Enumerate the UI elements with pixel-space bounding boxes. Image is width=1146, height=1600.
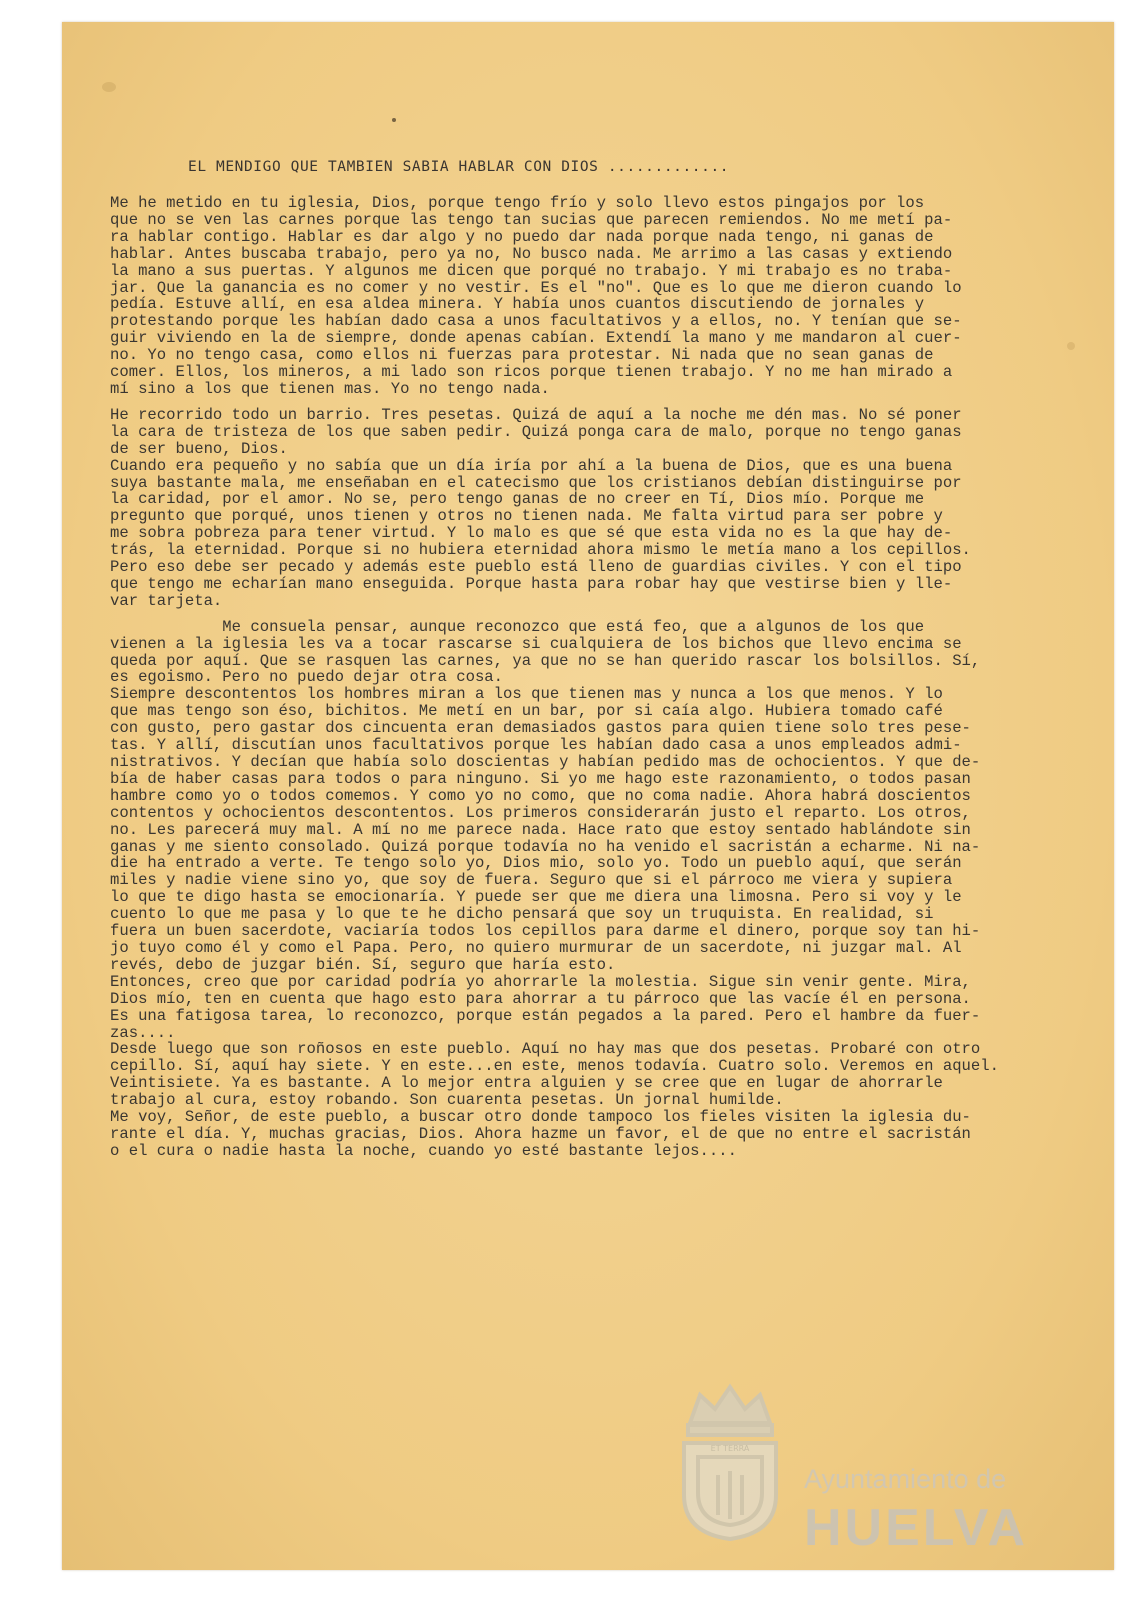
paragraph-2: He recorrido todo un barrio. Tres pesetas. Quizá de aquí a la noche me dén mas. No sé poner la cara de tristeza de los que saben pedir. Quizá ponga cara de malo, porque no tengo ganas de ser bueno, Dios. Cuando era pequeño y no sabía que un día iría por ahí a la buena de Dios, que es una buena suya bastante mala, me enseñaban en el catecismo que los cristianos debían distinguirse por la caridad, por el amor. No se, pero tengo ganas de no creer en Tí, Dios mío. Porque me pregunto que porqué, unos tienen y otros no tienen nada. Me falta virtud para ser pobre y me sobra pobreza para tener virtud. Y lo malo es que sé que esta vida no es la que hay de- trás, la eternidad. Porque si no hubiera eternidad ahora mismo le metía mano a los cepillos. Pero eso debe ser pecado y además este pueblo está lleno de guardias civiles. Y con el tipo que tengo me echarían mano enseguida. Porque hasta para robar hay que vestirse bien y lle- var tarjeta. [110,405,971,610]
paper-stain [102,82,116,92]
seal-motto: ET TERRA [710,1444,750,1453]
watermark-line1: Ayuntamiento de [804,1464,1007,1494]
paper-sheet [62,22,1114,1570]
document-body [110,195,1100,1160]
ink-dot [392,118,396,122]
paragraph-1: Me he metido en tu iglesia, Dios, porque tengo frío y solo llevo estos pingajos por los que no se ven las carnes porque las tengo tan sucias que parecen remiendos. No me metí pa- ra hablar contigo. Hablar es dar algo y no puedo dar nada porque nada tengo, ni ganas de hablar. Antes buscaba trabajo, pero ya no, No busco nada. Me arrimo a las casas y extiendo la mano a sus puertas. Y algunos me dicen que porqué no trabajo. Y mi trabajo es no traba- jar. Que la ganancia es no comer y no vestir. Es el "no". Que es lo que me dieron cuando lo pedía. Estuve allí, en esa aldea minera. Y había unos cuantos discutiendo de jornales y protestando porque les habían dado casa a unos facultativos y a ellos, no. Y tenían que se- guir viviendo en la de siempre, donde apenas cabían. Extendí la mano y me mandaron al cuer- no. Yo no tengo casa, como ellos ni fuerzas para protestar. Ni nada que no sean ganas de comer. Ellos, los mineros, a mi lado son ricos porque tienen trabajo. Y no me han mirado a mí sino a los que tienen mas. Yo no tengo nada. [110,194,962,398]
paragraph-3: Me consuela pensar, aunque reconozco que está feo, que a algunos de los que vienen a la iglesia les va a tocar rascarse si cualquiera de los bichos que llevo encima se queda por aquí. Que se rasquen las carnes, ya que no se han querido rascar los bolsillos. Sí, es egoismo. Pero no puedo dejar otra cosa. Siempre descontentos los hombres miran a los que tienen mas y nunca a los que menos. Y lo que mas tengo son éso, bichitos. Me metí en un bar, por si caía algo. Hubiera tomado café con gusto, pero gastar dos cincuenta eran demasiados gastos para quien tiene solo tres pese- tas. Y allí, discutían unos facultativos porque les habían dado casa a unos empleados admi- nistrativos. Y decían que había solo doscientas y habían pedido mas de ochocientos. Y que de- bía de haber casas para todos o para ninguno. Si yo me hago este razonamiento, o todos pasan hambre como yo o todos comemos. Y como yo no como, que no coma nadie. Ahora habrá doscientos contentos y ochocientos descontentos. Los primeros considerarán justo el reparto. Los otros, no. Les parecerá muy mal. A mí no me parece nada. Hace rato que estoy sentado hablándote sin ganas y me siento consolado. Quizá porque todavía no ha venido el sacristán a echarme. Ni na- die ha entrado a verte. Te tengo solo yo, Dios mio, solo yo. Todo un pueblo aquí, que serán miles y nadie viene sino yo, que soy de fuera. Seguro que si el párroco me viera y supiera lo que te digo hasta se emocionaría. Y puede ser que me diera una limosna. Pero si voy y le cuento lo que me pasa y lo que te he dicho pensará que soy un truquista. En realidad, si fuera un buen sacerdote, vaciaría todos los cepillos para darme el dinero, porque soy tan hi- jo tuyo como él y como el Papa. Pero, no quiero murmurar de un sacerdote, ni juzgar mal. Al revés, debo de juzgar bién. Sí, seguro que haría esto. Entonces, creo que por caridad podría yo ahorrarle la molestia. Sigue sin venir gente. Mira, Dios mío, ten en cuenta que hago esto para ahorrar a tu párroco que las vacíe él en persona. Es una fatigosa tarea, lo reconozco, porque están pegados a la pared. Pero el hambre da fuer- zas.... Desde luego que son roñosos en este pueblo. Aquí no hay mas que dos pesetas. Probaré con otro cepillo. Sí, aquí hay siete. Y en este...en este, menos todavía. Cuatro solo. Veremos en aquel. Veintisiete. Ya es bastante. A lo mejor entra alguien y se cree que en lugar de ahorrarle trabajo al cura, estoy robando. Son cuarenta pesetas. Un jornal humilde. Me voy, Señor, de este pueblo, a buscar otro donde tampoco los fieles visiten la iglesia du- rante el día. Y, muchas gracias, Dios. Ahora hazme un favor, el de que no entre el sacristán o el cura o nadie hasta la noche, cuando yo esté bastante lejos.... [110,617,999,1160]
coat-of-arms-icon [670,1375,790,1545]
watermark-line2: HUELVA [804,1499,1029,1557]
document-title: EL MENDIGO QUE TAMBIEN SABIA HABLAR CON DIOS ............. [188,159,730,175]
